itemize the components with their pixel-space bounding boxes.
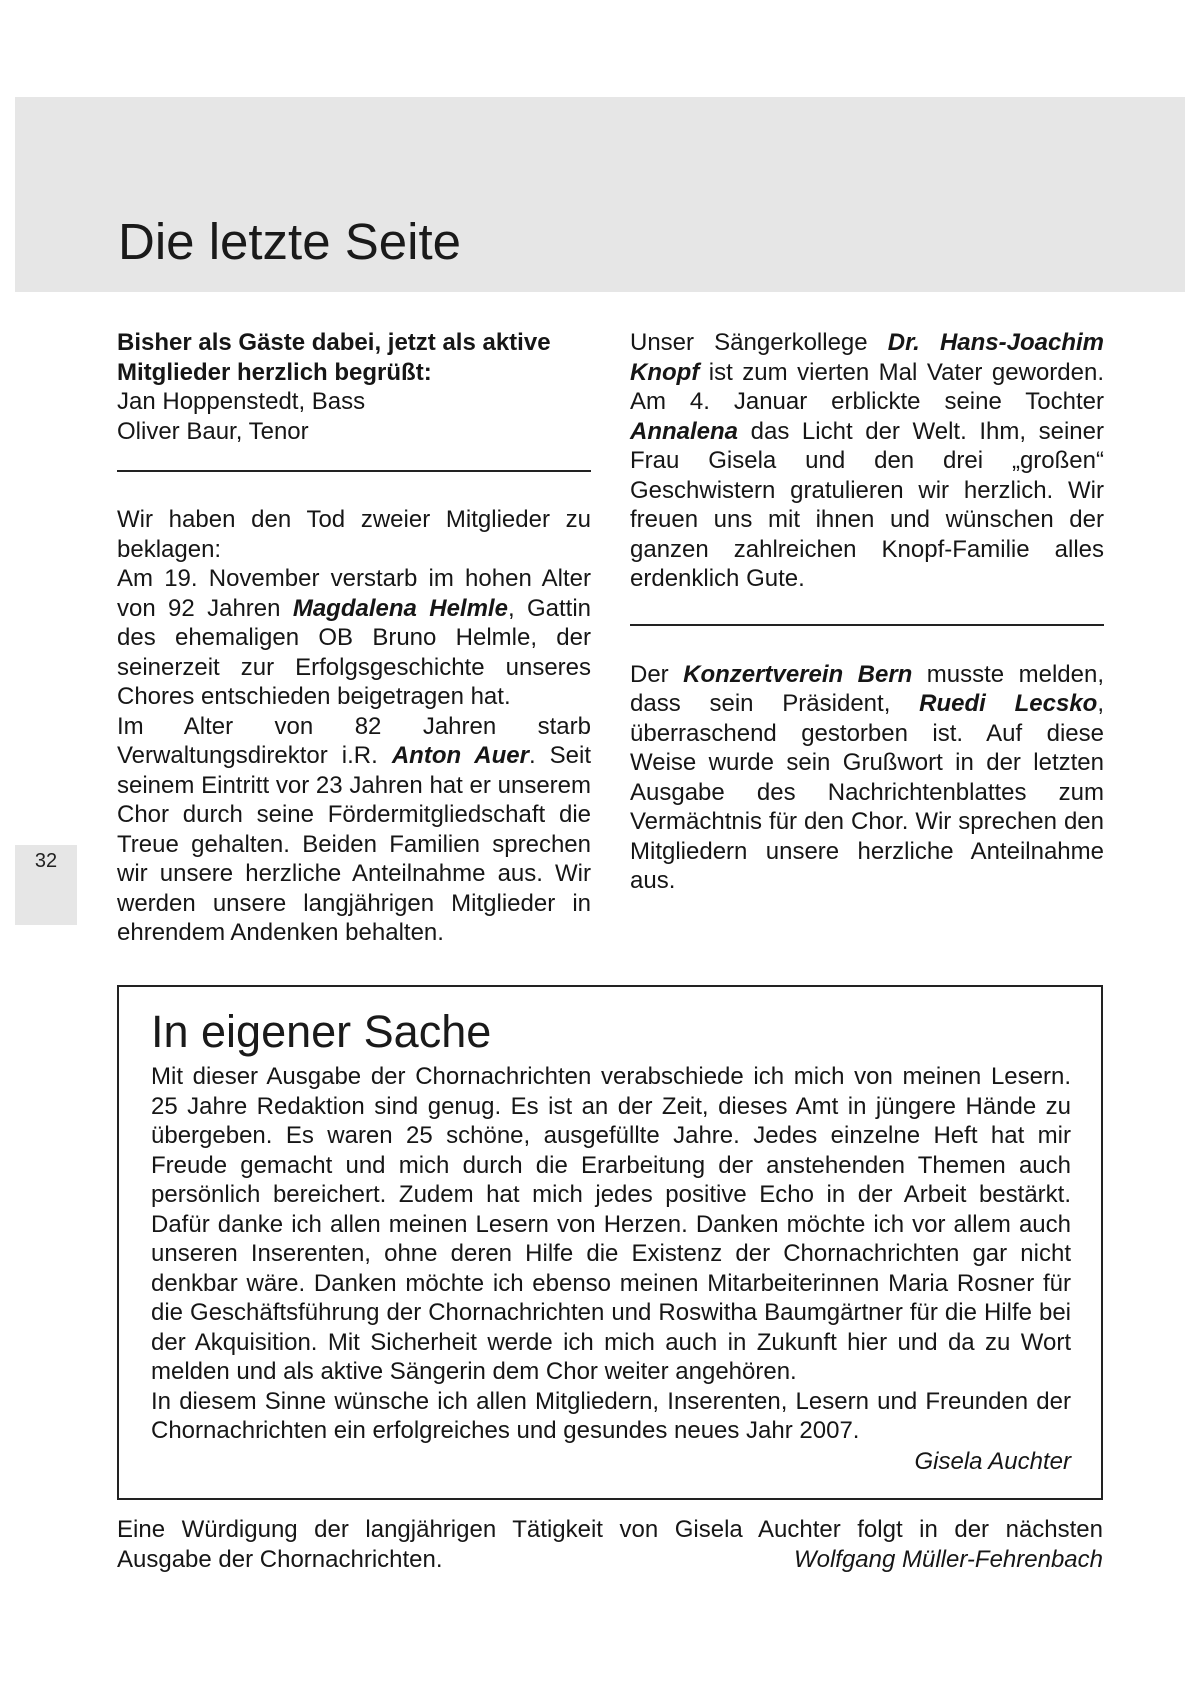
welcome-section — [117, 328, 591, 446]
obituary-name: Magdalena Helmle — [292, 594, 508, 622]
farewell-title: In eigener Sache — [151, 1006, 492, 1057]
birth-text: ist zum vierten Mal Vater geworden. Am 4. Januar erblickte seine Tochter — [630, 358, 1104, 415]
obituary-text: . Seit seinem Eintritt vor 23 Jahren hat er unserem Chor durch seine Fördermitgliedschaft die Treue gehalten. Beiden Familien sprechen wir unsere herzliche Anteilnahme aus. Wir werden unsere langjährigen Mitglieder in ehrendem Andenken behalten. — [117, 742, 591, 946]
bern-paragraph — [630, 660, 1104, 896]
right-column — [630, 328, 1104, 896]
footer-note — [117, 1515, 1103, 1574]
farewell-body — [151, 1062, 1071, 1446]
obituary-paragraph-2 — [117, 712, 591, 948]
footer-signature: Wolfgang Müller-Fehrenbach — [793, 1545, 1103, 1573]
bern-text: Der — [630, 660, 684, 688]
organization-name: Konzertverein Bern — [683, 660, 913, 688]
bern-notice — [630, 660, 1104, 896]
footer-line-2-row — [117, 1545, 1103, 1575]
farewell-signature: Gisela Auchter — [914, 1448, 1071, 1475]
page-number: 32 — [34, 850, 58, 872]
section-divider — [630, 624, 1104, 626]
obituary-text: , Gattin des ehemaligen OB Bruno Helmle, der seinerzeit zur Erfolgsgeschichte unseres Chores entschieden beigetragen hat. — [117, 594, 591, 710]
farewell-paragraph-1: Mit dieser Ausgabe der Chornachrichten verabschiede ich mich von meinen Lesern. 25 Jahre Redaktion sind genug. Es ist an der Zeit, dieses Amt in jüngere Hände zu übergeben. Es waren 25 schöne, ausgefüllte Jahre. Jedes einzelne Heft hat mir Freude gemacht und mich durch die Erarbeitung der anstehenden Themen auch persönlich bereichert. Zudem hat mich jedes positive Echo in der Arbeit bestärkt. Dafür danke ich allen meinen Lesern von Herzen. Danken möchte ich vor allem auch unseren Inserenten, ohne deren Hilfe die Existenz der Chornachrichten gar nicht denkbar wäre. Danken möchte ich ebenso meinen Mitarbeiterinnen Maria Rosner für die Geschäftsführung der Chornachrichten und Roswitha Baumgärtner für die Hilfe bei der Akquisition. Mit Sicherheit werde ich mich auch in Zukunft hier und da zu Wort melden und als aktive Sängerin dem Chor weiter angehören. — [151, 1063, 1071, 1385]
new-member-1: Jan Hoppenstedt, Bass — [117, 388, 366, 415]
birth-text: das Licht der Welt. Ihm, seiner Frau Gisela und den drei „großen“ Geschwistern gratulieren wir herzlich. Wir freuen uns mit ihnen und wünschen der ganzen zahlreichen Knopf-Familie alles erdenklich Gute. — [630, 417, 1104, 592]
obituary-text: Im Alter von 82 Jahren starb Verwaltungsdirektor i.R. — [117, 712, 591, 769]
obituary-name: Anton Auer — [391, 742, 529, 769]
new-member-2: Oliver Baur, Tenor — [117, 417, 309, 445]
child-name: Annalena — [630, 417, 739, 445]
birth-paragraph — [630, 328, 1104, 594]
farewell-paragraph-2: In diesem Sinne wünsche ich allen Mitgliedern, Inserenten, Lesern und Freunden der Chornachrichten ein erfolgreiches und gesundes neues Jahr 2007. — [151, 1387, 1071, 1444]
left-column — [117, 328, 591, 948]
president-name: Ruedi Lecsko — [919, 690, 1098, 717]
section-divider — [117, 470, 591, 472]
obituary-intro: Wir haben den Tod zweier Mitglieder zu beklagen: — [117, 506, 591, 563]
obituary-section — [117, 505, 591, 948]
welcome-heading — [117, 328, 591, 387]
birth-announcement — [630, 328, 1104, 594]
footer-line-1: Eine Würdigung der langjährigen Tätigkeit von Gisela Auchter folgt in der nächsten — [117, 1516, 1103, 1543]
welcome-heading-line-2: Mitglieder herzlich begrüßt: — [117, 358, 432, 386]
bern-text: musste melden, dass sein Präsident, — [630, 660, 1104, 717]
birth-text: Unser Sängerkollege — [630, 329, 888, 356]
farewell-box — [117, 985, 1103, 1500]
bern-text: , überraschend gestorben ist. Auf diese Weise wurde sein Grußwort in der letzten Ausgabe des Nachrichtenblattes zum Vermächtnis für den Chor. Wir sprechen den Mitgliedern unsere herzliche Anteilnahme aus. — [630, 690, 1104, 894]
obituary-paragraph-1 — [117, 564, 591, 712]
welcome-heading-line-1: Bisher als Gäste dabei, jetzt als aktive — [117, 329, 551, 356]
page-title: Die letzte Seite — [118, 213, 462, 270]
footer-line-2: Ausgabe der Chornachrichten. — [117, 1545, 443, 1573]
obituary-text: Am 19. November verstarb im hohen Alter von 92 Jahren — [117, 565, 591, 622]
father-name: Dr. Hans-Joachim Knopf — [630, 329, 1104, 386]
